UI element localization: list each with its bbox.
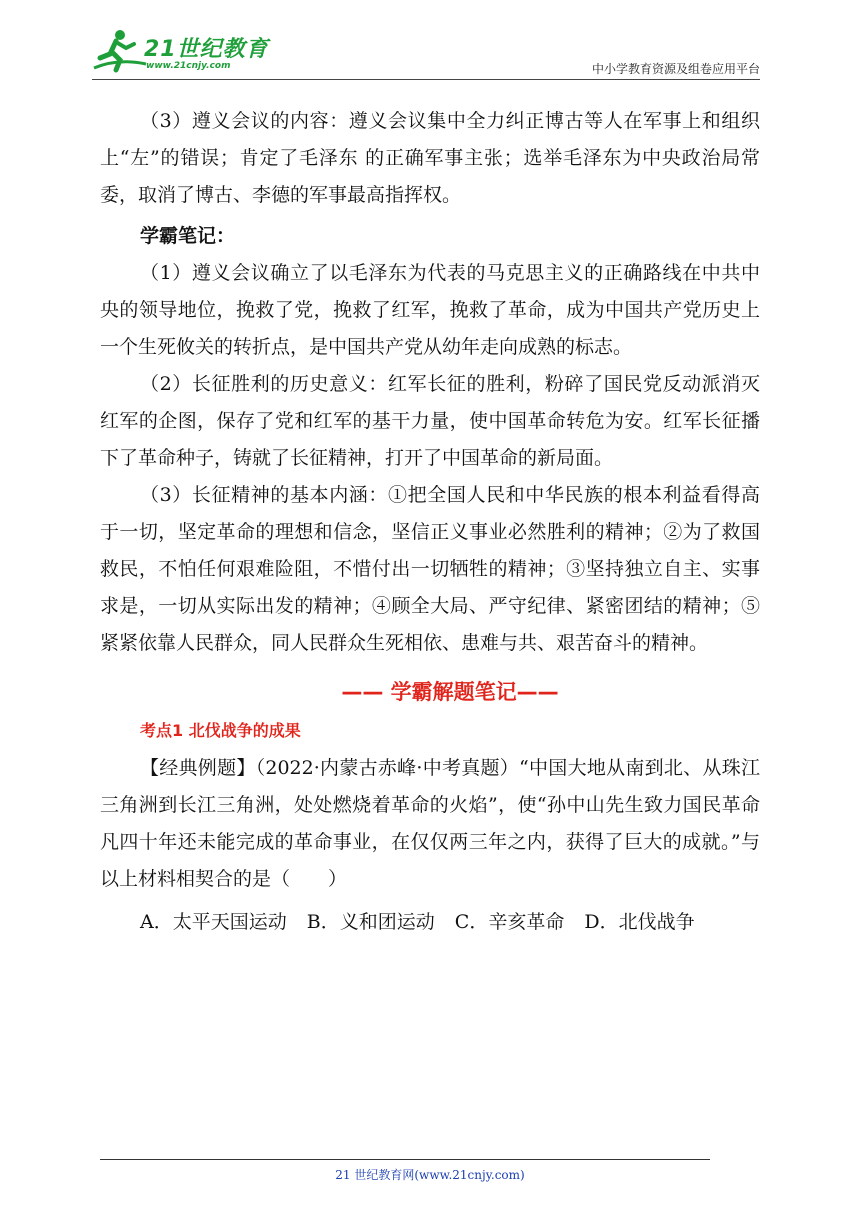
example-question: 【经典例题】（2022·内蒙古赤峰·中考真题）“中国大地从南到北、从珠江三角洲到长江三角洲，处处燃烧着革命的火焰”，使“孙中山先生致力国民革命凡四十年还未能完成的革命事业，在仅仅两三年之内，获得了巨大的成就。”与以上材料相契合的是（ ）: [100, 757, 760, 890]
exam-point-title: 考点1 北伐战争的成果: [140, 721, 301, 740]
platform-tagline: 中小学教育资源及组卷应用平台: [591, 62, 760, 76]
option-d: D．北伐战争: [584, 911, 695, 933]
logo-text: 21世纪教育: [144, 37, 269, 62]
note-paragraph-3: （3）长征精神的基本内涵：①把全国人民和中华民族的根本利益看得高于一切，坚定革命的理想和信念，坚信正义事业必然胜利的精神；②为了救国救民，不怕任何艰难险阻，不惜付出一切牺牲的精神；③坚持独立自主、实事求是，一切从实际出发的精神；④顾全大局、严守纪律、紧密团结的精神；⑤紧紧依靠人民群众，同人民群众生死相依、患难与共、艰苦奋斗的精神。: [100, 484, 760, 654]
runner-logo-icon: [92, 28, 148, 74]
note-paragraph-2: （2）长征胜利的历史意义：红军长征的胜利，粉碎了国民党反动派消灭红军的企图，保存了党和红军的基干力量，使中国革命转危为安。红军长征播下了革命种子，铸就了长征精神，打开了中国革命的新局面。: [100, 373, 760, 469]
document-body: [100, 103, 760, 941]
logo: [92, 28, 292, 78]
paragraph-zunyi-content: （3）遵义会议的内容：遵义会议集中全力纠正博古等人在军事上和组织上“左”的错误；肯定了毛泽东 的正确军事主张；选举毛泽东为中央政治局常委，取消了博古、李德的军事最高指挥权。: [100, 110, 760, 206]
option-b: B．义和团运动: [306, 911, 435, 933]
option-c: C．辛亥革命: [454, 911, 565, 933]
section-title: —— 学霸解题笔记——: [341, 680, 559, 704]
answer-options: [100, 904, 760, 941]
logo-url: www.21cnjy.com: [146, 61, 231, 71]
footer-text: 21 世纪教育网(www.21cnjy.com): [335, 1168, 525, 1182]
footer-divider: [100, 1159, 710, 1160]
page-header: [0, 0, 860, 80]
note-title: 学霸笔记：: [140, 225, 236, 247]
header-divider: [92, 79, 760, 80]
note-paragraph-1: （1）遵义会议确立了以毛泽东为代表的马克思主义的正确路线在中共中央的领导地位，挽救了党，挽救了红军，挽救了革命，成为中国共产党历史上一个生死攸关的转折点，是中国共产党从幼年走向成熟的标志。: [100, 262, 760, 358]
option-a: A．太平天国运动: [140, 911, 287, 933]
